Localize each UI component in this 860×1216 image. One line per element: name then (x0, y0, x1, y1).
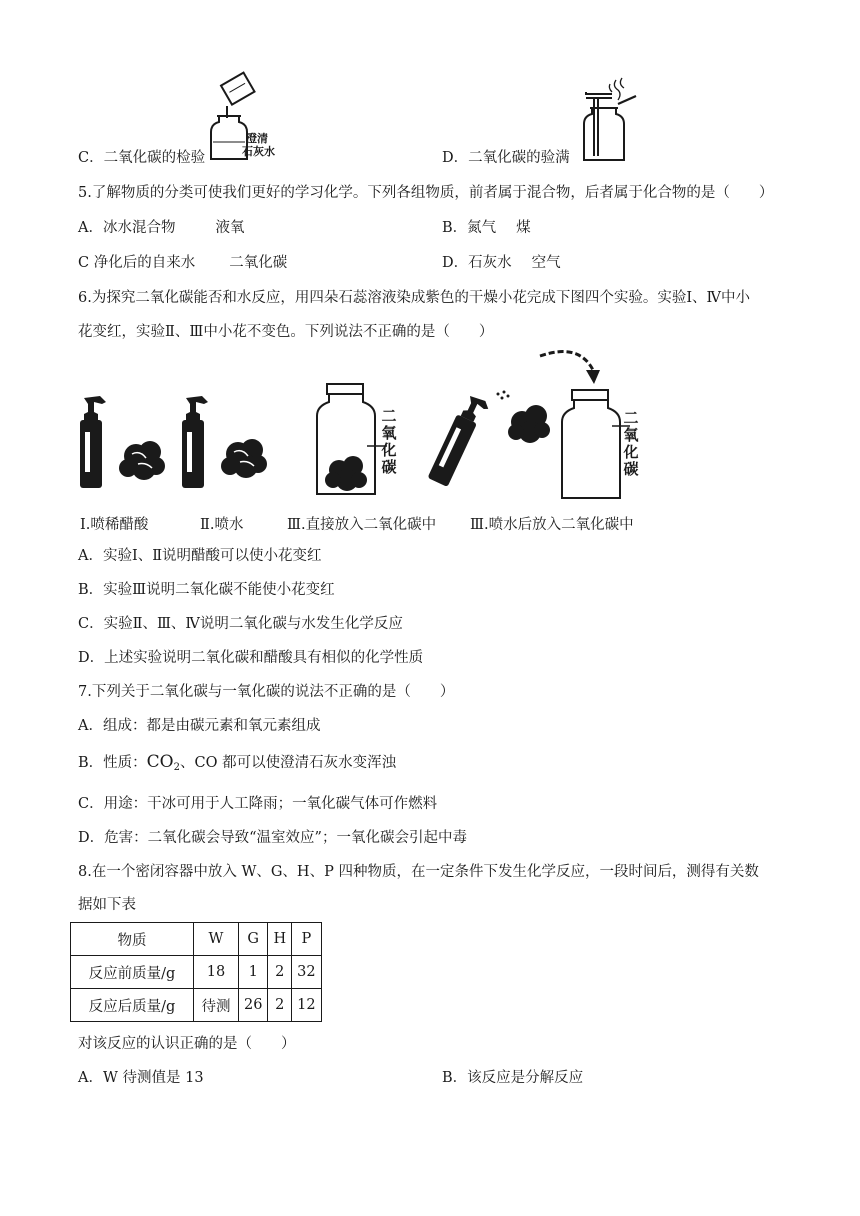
q5-d-part2: 空气 (531, 255, 561, 271)
table-cell: P (292, 923, 321, 956)
table-cell: 18 (194, 956, 239, 989)
experiment-2-figure (178, 392, 278, 492)
q5-b-part2: 煤 (516, 220, 531, 236)
table-cell: 2 (268, 989, 292, 1022)
table-cell: 1 (239, 956, 268, 989)
q7-option-d[interactable]: D．危害：二氧化碳会导致“温室效应”；一氧化碳会引起中毒 (78, 830, 467, 846)
q5-stem: 5.了解物质的分类可使我们更好的学习化学。下列各组物质，前者属于混合物，后者属于化合物的是（ ） (78, 185, 774, 201)
q5-c-part1: C 净化后的自来水 (78, 255, 196, 271)
experiment-1-figure (76, 392, 176, 492)
table-cell: W (194, 923, 239, 956)
q7-b-prefix: B．性质： (78, 755, 147, 771)
q4-option-c[interactable]: C．二氧化碳的检验 (78, 150, 206, 166)
q5-c-part2: 二氧化碳 (229, 255, 288, 271)
table-cell: G (239, 923, 268, 956)
table-cell: 2 (268, 956, 292, 989)
table-row (71, 989, 322, 1022)
q5-d-part1: D．石灰水 (442, 255, 512, 271)
q6-stem-line1: 6.为探究二氧化碳能否和水反应，用四朵石蕊溶液染成紫色的干燥小花完成下图四个实验。实验Ⅰ、Ⅳ中小 (78, 290, 751, 306)
experiment-4-figure (430, 346, 620, 500)
q6-option-b[interactable]: B．实验Ⅲ说明二氧化碳不能使小花变红 (78, 582, 335, 598)
q4-option-d[interactable]: D．二氧化碳的验满 (442, 150, 570, 166)
q5-option-a[interactable] (78, 218, 244, 238)
caption-3: Ⅲ.直接放入二氧化碳中 (287, 517, 437, 533)
co2-formula: CO (146, 752, 174, 772)
q8-stem-line1: 8.在一个密闭容器中放入 W、G、H、P 四种物质，在一定条件下发生化学反应，一段时间后，测得有关数 (78, 864, 759, 880)
table-cell: 32 (292, 956, 321, 989)
table-cell: 待测 (194, 989, 239, 1022)
table-header-row (71, 923, 322, 956)
co2-full-test-figure (582, 72, 642, 164)
table-cell: 反应前质量/g (71, 956, 194, 989)
caption-4: Ⅲ.喷水后放入二氧化碳中 (470, 517, 634, 533)
table-row (71, 956, 322, 989)
q7-b-rest: 、CO 都可以使澄清石灰水变浑浊 (179, 755, 397, 771)
table-cell: 12 (292, 989, 321, 1022)
q7-option-b[interactable] (78, 752, 396, 778)
q5-option-d[interactable] (442, 253, 561, 273)
limewater-label-2: 石灰水 (242, 145, 275, 158)
q8-option-b[interactable]: B．该反应是分解反应 (442, 1070, 584, 1086)
q8-option-a[interactable]: A．W 待测值是 13 (78, 1070, 204, 1086)
q5-b-part1: B．氮气 (442, 220, 497, 236)
limewater-label-1: 澄清 (246, 132, 268, 145)
q6-option-d[interactable]: D．上述实验说明二氧化碳和醋酸具有相似的化学性质 (78, 650, 424, 666)
q5-option-c[interactable] (78, 253, 287, 273)
q7-stem: 7.下列关于二氧化碳与一氧化碳的说法不正确的是（ ） (78, 684, 455, 700)
table-cell: 物质 (71, 923, 194, 956)
q5-a-part2: 液氧 (215, 220, 245, 236)
mass-table (70, 922, 322, 1022)
q5-a-part1: A．冰水混合物 (78, 220, 176, 236)
caption-2: Ⅱ.喷水 (200, 517, 244, 533)
table-cell: 反应后质量/g (71, 989, 194, 1022)
caption-1: Ⅰ.喷稀醋酸 (80, 517, 149, 533)
q6-option-c[interactable]: C．实验Ⅱ、Ⅲ、Ⅳ说明二氧化碳与水发生化学反应 (78, 616, 403, 632)
co2-subscript: 2 (173, 762, 180, 773)
table-cell: H (268, 923, 292, 956)
q7-option-c[interactable]: C．用途：干冰可用于人工降雨；一氧化碳气体可作燃料 (78, 796, 438, 812)
experiment-3-jar-label: 二氧化碳 (381, 407, 397, 476)
q6-stem-line2: 花变红，实验Ⅱ、Ⅲ中小花不变色。下列说法不正确的是（ ） (78, 324, 494, 340)
table-cell: 26 (239, 989, 268, 1022)
q6-option-a[interactable]: A．实验Ⅰ、Ⅱ说明醋酸可以使小花变红 (78, 548, 322, 564)
q8-stem-line2: 据如下表 (78, 897, 136, 913)
q5-option-b[interactable] (442, 218, 531, 238)
q7-option-a[interactable]: A．组成：都是由碳元素和氧元素组成 (78, 718, 321, 734)
q8-question: 对该反应的认识正确的是（ ） (78, 1036, 296, 1052)
experiment-3-figure (313, 382, 383, 498)
experiment-4-jar-label: 二氧化碳 (623, 409, 639, 478)
